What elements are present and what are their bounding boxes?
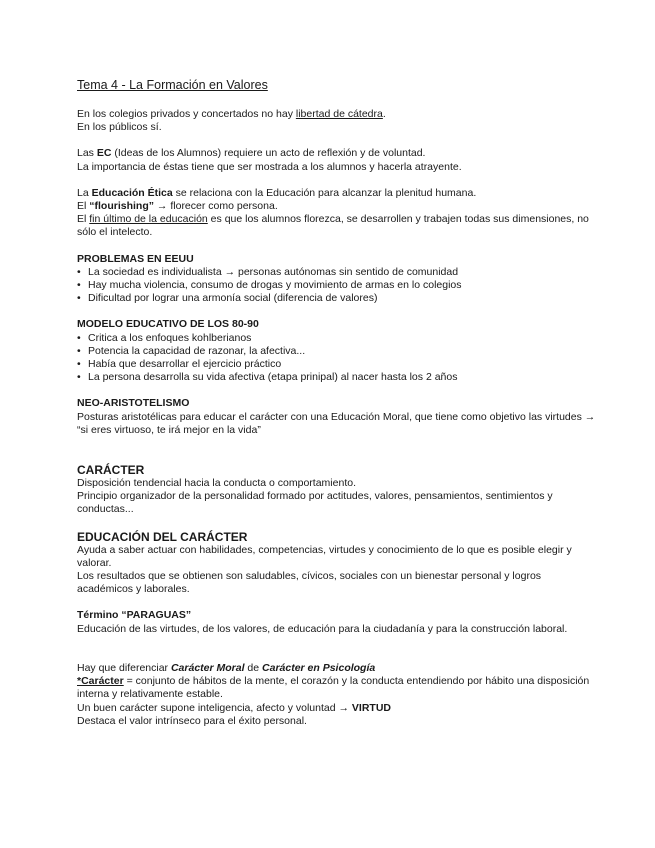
etica-line-3: [77, 213, 597, 239]
document-title: Tema 4 - La Formación en Valores: [77, 78, 268, 92]
caracter-definition: [77, 675, 597, 701]
list-item: • Dificultad por lograr una armonía social (diferencia de valores): [77, 292, 597, 305]
virtud-pre: Un buen carácter supone inteligencia, afecto y voluntad →: [77, 701, 352, 714]
ec-post: (Ideas de los Alumnos) requiere un acto de reflexión y de voluntad.: [111, 147, 426, 160]
flourishing-pre: El: [77, 200, 90, 213]
modelo-heading: MODELO EDUCATIVO DE LOS 80-90: [77, 318, 259, 331]
etica-pre: La: [77, 186, 92, 199]
ec-line-2: La importancia de éstas tiene que ser mostrada a los alumnos y hacerla atrayente.: [77, 160, 462, 173]
intro-line-2: En los públicos sí.: [77, 121, 162, 134]
virtud-line: [77, 702, 597, 715]
diferenciar-line: [77, 662, 597, 675]
neo-text: Posturas aristotélicas para educar el carácter con una Educación Moral, que tiene como objetivo las virtudes → “si eres virtuoso, te irá mejor en la vida”: [77, 410, 596, 436]
libertad-catedra-term: libertad de cátedra: [295, 108, 383, 120]
list-item: • La persona desarrolla su vida afectiva (etapa prinipal) al nacer hasta los 2 años: [77, 371, 597, 384]
caracter-moral-term: Carácter Moral: [170, 661, 245, 674]
caracter-def-text: = conjunto de hábitos de la mente, el corazón y la conducta entendiendo por hábito una disposición interna y relativamente estable.: [77, 675, 590, 701]
educacion-caracter-line-1: Ayuda a saber actuar con habilidades, competencias, virtudes y conocimiento de lo que es posible elegir y valorar.: [77, 543, 572, 569]
caracter-line-1: Disposición tendencial hacia la conducta o comportamiento.: [77, 477, 356, 490]
etica-post: se relaciona con la Educación para alcanzar la plenitud humana.: [172, 186, 477, 199]
list-item: • La sociedad es individualista → personas autónomas sin sentido de comunidad: [77, 266, 597, 279]
paraguas-heading: Término “PARAGUAS”: [77, 609, 192, 622]
diferenciar-pre: Hay que diferenciar: [77, 661, 171, 674]
neo-heading: NEO-ARISTOTELISMO: [77, 397, 190, 410]
problemas-heading: PROBLEMAS EN EEUU: [77, 252, 194, 265]
caracter-psicologia-term: Carácter en Psicología: [262, 661, 376, 674]
ec-pre: Las: [77, 147, 97, 160]
etica-line-1: [77, 187, 597, 200]
caracter-heading: CARÁCTER: [77, 463, 145, 478]
intro-line-1: [77, 108, 597, 121]
educacion-caracter-line-2: Los resultados que se obtienen son saludables, cívicos, sociales con un bienestar personal y logros académicos y laborales.: [77, 570, 542, 596]
intro-text: En los colegios privados y concertados no hay: [77, 108, 296, 120]
list-item: • Había que desarrollar el ejercicio práctico: [77, 358, 597, 371]
virtud-term: VIRTUD: [351, 701, 392, 714]
caracter-line-2: Principio organizador de la personalidad formado por actitudes, valores, pensamientos, sentimientos y conductas...: [77, 490, 553, 516]
ec-line-1: [77, 147, 597, 160]
ec-term: EC: [96, 147, 112, 160]
diferenciar-mid: de: [244, 661, 263, 674]
paraguas-text: Educación de las virtudes, de los valores, de educación para la ciudadanía y para la construcción laboral.: [77, 622, 568, 635]
educacion-caracter-heading: EDUCACIÓN DEL CARÁCTER: [77, 529, 248, 544]
flourishing-term: “flourishing”: [89, 200, 155, 213]
flourishing-post: → florecer como persona.: [154, 200, 278, 213]
list-item: • Critica a los enfoques kohlberianos: [77, 332, 597, 345]
etica-line-2: [77, 200, 597, 213]
fin-post: es que los alumnos florezca, se desarrollen y trabajen todas sus dimensiones, no sólo el intelecto.: [77, 213, 589, 239]
document-page: [77, 78, 597, 728]
modelo-list: [77, 332, 597, 385]
intro-period: .: [382, 108, 386, 120]
educacion-etica-term: Educación Ética: [91, 186, 173, 199]
caracter-def-term: *Carácter: [77, 675, 124, 688]
fin-ultimo-term: fin último de la educación: [89, 213, 208, 226]
fin-pre: El: [77, 213, 90, 226]
problemas-list: [77, 266, 597, 306]
list-item: • Potencia la capacidad de razonar, la afectiva...: [77, 345, 597, 358]
valor-intrinseco-line: Destaca el valor intrínseco para el éxito personal.: [77, 714, 307, 727]
list-item: • Hay mucha violencia, consumo de drogas y movimiento de armas en lo colegios: [77, 279, 597, 292]
